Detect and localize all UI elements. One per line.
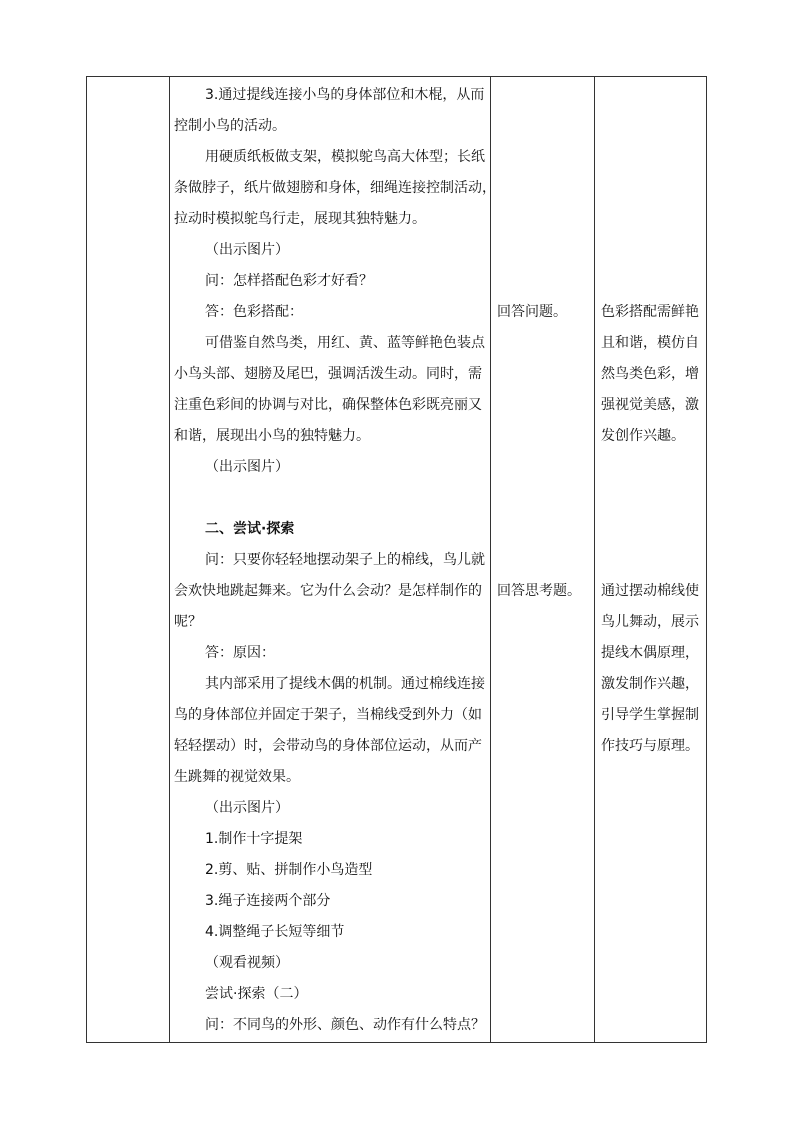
text-line: 拉动时模拟鸵鸟行走，展现其独特魅力。	[174, 211, 426, 227]
list-item: 4.调整绳子长短等细节	[205, 924, 345, 940]
text-line: （出示图片）	[205, 242, 289, 258]
text-line: 轻轻摆动）时，会带动鸟的身体部位运动，从而产	[174, 738, 482, 754]
text-line: 小鸟头部、翅膀及尾巴，强调活泼生动。同时，需	[174, 366, 482, 382]
list-item: 3.绳子连接两个部分	[205, 893, 331, 909]
lesson-table	[86, 76, 707, 1043]
design-intent-line: 引导学生掌握制	[601, 707, 699, 723]
text-line: 控制小鸟的活动。	[174, 118, 286, 134]
design-intent-line: 且和谐，模仿自	[601, 335, 699, 351]
text-line: （出示图片）	[205, 459, 289, 475]
design-intent-line: 强视觉美感，激	[601, 397, 699, 413]
design-intent-line: 鸟儿舞动，展示	[601, 614, 699, 630]
text-line: 问：只要你轻轻地摆动架子上的棉线，鸟儿就	[205, 552, 485, 568]
text-line: 其内部采用了提线木偶的机制。通过棉线连接	[205, 676, 485, 692]
column-divider	[594, 77, 595, 1042]
text-line: 答：原因：	[205, 645, 275, 661]
text-line: （出示图片）	[205, 800, 289, 816]
text-line: 问：怎样搭配色彩才好看？	[205, 273, 373, 289]
text-line: 3.通过提线连接小鸟的身体部位和木棍，从而	[205, 87, 485, 103]
list-item: 1.制作十字提架	[205, 831, 303, 847]
student-activity: 回答问题。	[497, 304, 567, 320]
text-line: 可借鉴自然鸟类，用红、黄、蓝等鲜艳色装点	[205, 335, 485, 351]
student-activity: 回答思考题。	[497, 583, 581, 599]
text-line: 答：色彩搭配：	[205, 304, 303, 320]
text-line: 注重色彩间的协调与对比，确保整体色彩既亮丽又	[174, 397, 482, 413]
design-intent-line: 色彩搭配需鲜艳	[601, 304, 699, 320]
text-line: 问：不同鸟的外形、颜色、动作有什么特点？	[205, 1017, 485, 1033]
design-intent-line: 然鸟类色彩，增	[601, 366, 699, 382]
text-line: 鸟的身体部位并固定于架子，当棉线受到外力（如	[174, 707, 482, 723]
section-heading: 二、尝试·探索	[205, 521, 295, 537]
text-line: 条做脖子，纸片做翅膀和身体，细绳连接控制活动，	[174, 180, 496, 196]
column-divider	[490, 77, 491, 1042]
text-line: 会欢快地跳起舞来。它为什么会动？是怎样制作的	[174, 583, 482, 599]
list-item: 2.剪、贴、拼制作小鸟造型	[205, 862, 373, 878]
design-intent-line: 作技巧与原理。	[601, 738, 699, 754]
text-line: 尝试·探索（二）	[205, 986, 308, 1002]
text-line: 和谐，展现出小鸟的独特魅力。	[174, 428, 370, 444]
design-intent-line: 发创作兴趣。	[601, 428, 685, 444]
design-intent-line: 激发制作兴趣，	[601, 676, 699, 692]
text-line: 用硬质纸板做支架，模拟鸵鸟高大体型；长纸	[205, 149, 485, 165]
text-line: 呢？	[174, 614, 202, 630]
text-line: 生跳舞的视觉效果。	[174, 769, 300, 785]
design-intent-line: 提线木偶原理，	[601, 645, 699, 661]
text-line: （观看视频）	[205, 955, 289, 971]
design-intent-line: 通过摆动棉线使	[601, 583, 699, 599]
